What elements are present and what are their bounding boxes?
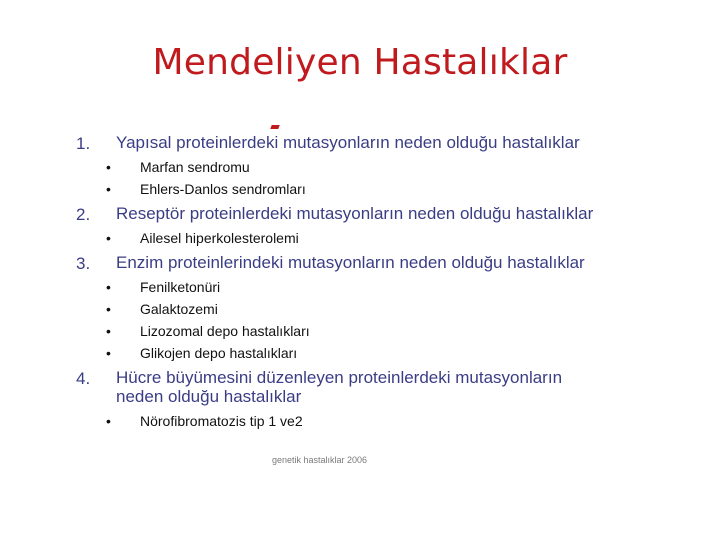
bullet-icon: • (106, 301, 111, 317)
item-number: 3. (76, 254, 91, 273)
sub-item-label: Marfan sendromu (140, 159, 250, 175)
sub-list (76, 276, 596, 364)
sub-item-label: Fenilketonüri (140, 279, 221, 295)
item-number: 1. (76, 134, 91, 153)
sub-item-label: Glikojen depo hastalıkları (140, 345, 298, 361)
list-item (76, 253, 596, 364)
bullet-icon: • (106, 230, 111, 246)
sub-item (76, 178, 596, 200)
list-item (76, 133, 596, 200)
sub-list (76, 227, 596, 249)
bullet-icon: • (106, 345, 111, 361)
bullet-icon: • (106, 181, 111, 197)
item-text: Reseptör proteinlerdeki mutasyonların neden olduğu hastalıklar (116, 204, 594, 223)
sub-item (76, 410, 596, 432)
sub-item (76, 276, 596, 298)
item-number: 2. (76, 205, 91, 224)
sub-item (76, 320, 596, 342)
list-item (76, 368, 596, 432)
content-list (76, 133, 596, 436)
sub-item-label: Nörofibromatozis tip 1 ve2 (140, 413, 303, 429)
sub-item (76, 227, 596, 249)
source-caption: genetik hastalıklar 2006 (272, 455, 368, 465)
list-item (76, 204, 596, 249)
decorative-mark (270, 125, 279, 129)
sub-item-label: Ehlers-Danlos sendromları (140, 181, 306, 197)
sub-list (76, 410, 596, 432)
item-number: 4. (76, 369, 91, 388)
bullet-icon: • (106, 323, 111, 339)
item-text: Hücre büyümesini düzenleyen proteinlerdeki mutasyonların neden olduğu hastalıklar (116, 368, 563, 406)
sub-item (76, 342, 596, 364)
sub-item (76, 298, 596, 320)
sub-item (76, 156, 596, 178)
sub-list (76, 156, 596, 200)
sub-item-label: Galaktozemi (140, 301, 218, 317)
slide-title: Mendeliyen Hastalıklar (152, 42, 568, 83)
sub-item-label: Lizozomal depo hastalıkları (140, 323, 310, 339)
bullet-icon: • (106, 279, 111, 295)
item-text: Enzim proteinlerindeki mutasyonların neden olduğu hastalıklar (116, 253, 585, 272)
sub-item-label: Ailesel hiperkolesterolemi (140, 230, 299, 246)
item-text: Yapısal proteinlerdeki mutasyonların neden olduğu hastalıklar (116, 133, 580, 152)
bullet-icon: • (106, 159, 111, 175)
bullet-icon: • (106, 413, 111, 429)
